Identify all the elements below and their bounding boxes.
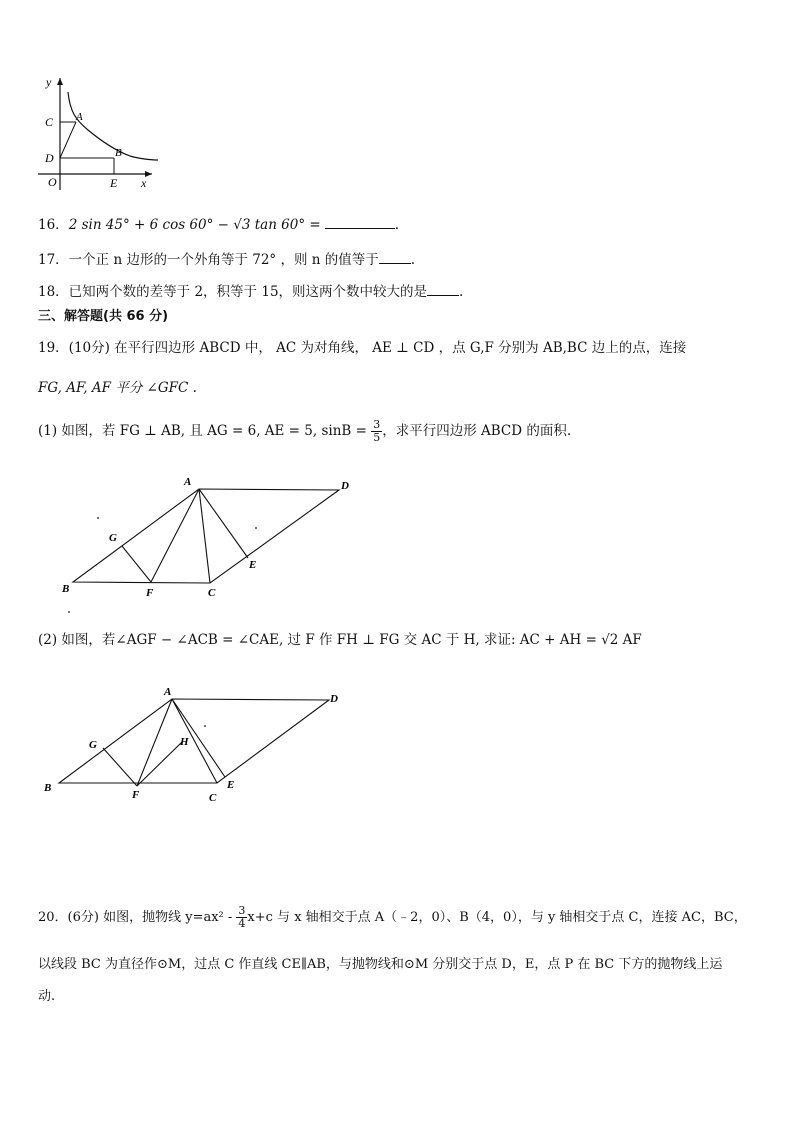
q18-end: . bbox=[459, 284, 464, 300]
segment-DA bbox=[60, 122, 76, 158]
label-B: B bbox=[115, 147, 122, 159]
q19-line2: FG, AF, AF 平分 ∠GFC . bbox=[38, 380, 197, 396]
label-F: F bbox=[146, 587, 154, 599]
q16-end: . bbox=[394, 217, 400, 233]
label-A: A bbox=[164, 686, 172, 698]
fraction-denominator: 4 bbox=[238, 917, 246, 930]
q19-part2: (2) 如图，若∠AGF − ∠ACB = ∠CAE, 过 F 作 FH ⊥ FG 交 AC 于 H, 求证: AC + AH = √2 AF bbox=[38, 632, 642, 648]
label-E: E bbox=[227, 779, 235, 791]
label-D: D bbox=[330, 693, 338, 705]
label-E: E bbox=[249, 559, 257, 571]
q18-answer-blank bbox=[427, 281, 459, 296]
q20-line1-tail: x+c 与 x 轴相交于点 A（﹣2，0）、B（4，0），与 y 轴相交于点 C，连接 AC，BC， bbox=[247, 910, 747, 925]
segment-AF bbox=[151, 489, 199, 582]
q20-line2: 以线段 BC 为直径作⊙M，过点 C 作直线 CE∥AB，与抛物线和⊙M 分别交于点 D，E，点 P 在 BC 下方的抛物线上运 bbox=[38, 957, 723, 972]
label-C: C bbox=[45, 115, 54, 129]
label-F: F bbox=[132, 789, 140, 801]
q17-answer-blank bbox=[379, 249, 411, 264]
q19-part1-tail: ，求平行四边形 ABCD 的面积. bbox=[382, 423, 572, 439]
stray-dot bbox=[204, 725, 206, 727]
label-C: C bbox=[208, 587, 216, 599]
segment-AC bbox=[172, 699, 217, 783]
label-G: G bbox=[109, 532, 117, 544]
label-A: A bbox=[184, 476, 192, 488]
q16-answer-blank bbox=[325, 214, 395, 229]
label-B: B bbox=[62, 583, 70, 595]
q17-text: 17．一个正 n 边形的一个外角等于 72° ，则 n 的值等于 bbox=[38, 252, 379, 268]
label-x: x bbox=[141, 176, 147, 190]
label-A: A bbox=[76, 111, 83, 123]
fraction-numerator: 3 bbox=[373, 418, 381, 431]
label-G: G bbox=[89, 739, 97, 751]
function-graph bbox=[30, 72, 160, 194]
question-16 bbox=[38, 214, 399, 235]
segment-FH bbox=[137, 742, 182, 786]
stray-dot bbox=[255, 527, 257, 529]
parallelogram-figure-2 bbox=[38, 682, 350, 810]
q19-part1-text: (1) 如图，若 FG ⊥ AB, 且 AG = 6, AE = 5, sinB = bbox=[38, 423, 367, 439]
hyperbola-curve bbox=[68, 92, 158, 160]
label-C: C bbox=[209, 792, 217, 804]
fraction-denominator: 5 bbox=[373, 431, 381, 444]
q17-end: . bbox=[410, 252, 416, 268]
question-17 bbox=[38, 249, 415, 270]
q19-line1: 19．(10分) 在平行四边形 ABCD 中， AC 为对角线， AE ⊥ CD ，点 G,F 分别为 AB,BC 边上的点，连接 bbox=[38, 340, 687, 356]
q16-expression: 2 sin 45° + 6 cos 60° − √3 tan 60° = bbox=[68, 217, 321, 233]
label-B: B bbox=[44, 782, 52, 794]
q16-number: 16． bbox=[38, 217, 69, 233]
q20-line1 bbox=[38, 905, 747, 931]
stray-dot bbox=[97, 517, 99, 519]
label-D: D bbox=[45, 151, 54, 165]
label-y: y bbox=[46, 75, 52, 89]
label-D: D bbox=[341, 480, 349, 492]
y-axis-arrow bbox=[57, 78, 63, 85]
segment-GF bbox=[103, 748, 137, 786]
label-E: E bbox=[110, 176, 118, 190]
segment-GF bbox=[122, 546, 151, 582]
q19-part1 bbox=[38, 418, 571, 444]
section-heading: 三、解答题(共 66 分) bbox=[38, 309, 169, 324]
q20-line3: 动. bbox=[38, 989, 56, 1004]
question-18 bbox=[38, 281, 463, 302]
q20-fraction bbox=[236, 905, 247, 930]
parallelogram-figure-1 bbox=[56, 472, 366, 617]
stray-dot bbox=[68, 611, 70, 613]
sinB-fraction bbox=[371, 419, 382, 444]
q20-line1-text: 20．(6分) 如图，抛物线 y=ax² - bbox=[38, 910, 233, 925]
label-H: H bbox=[180, 736, 189, 748]
fraction-numerator: 3 bbox=[238, 904, 246, 917]
q18-text: 18．已知两个数的差等于 2，积等于 15，则这两个数中较大的是 bbox=[38, 284, 428, 300]
label-O: O bbox=[48, 175, 57, 189]
